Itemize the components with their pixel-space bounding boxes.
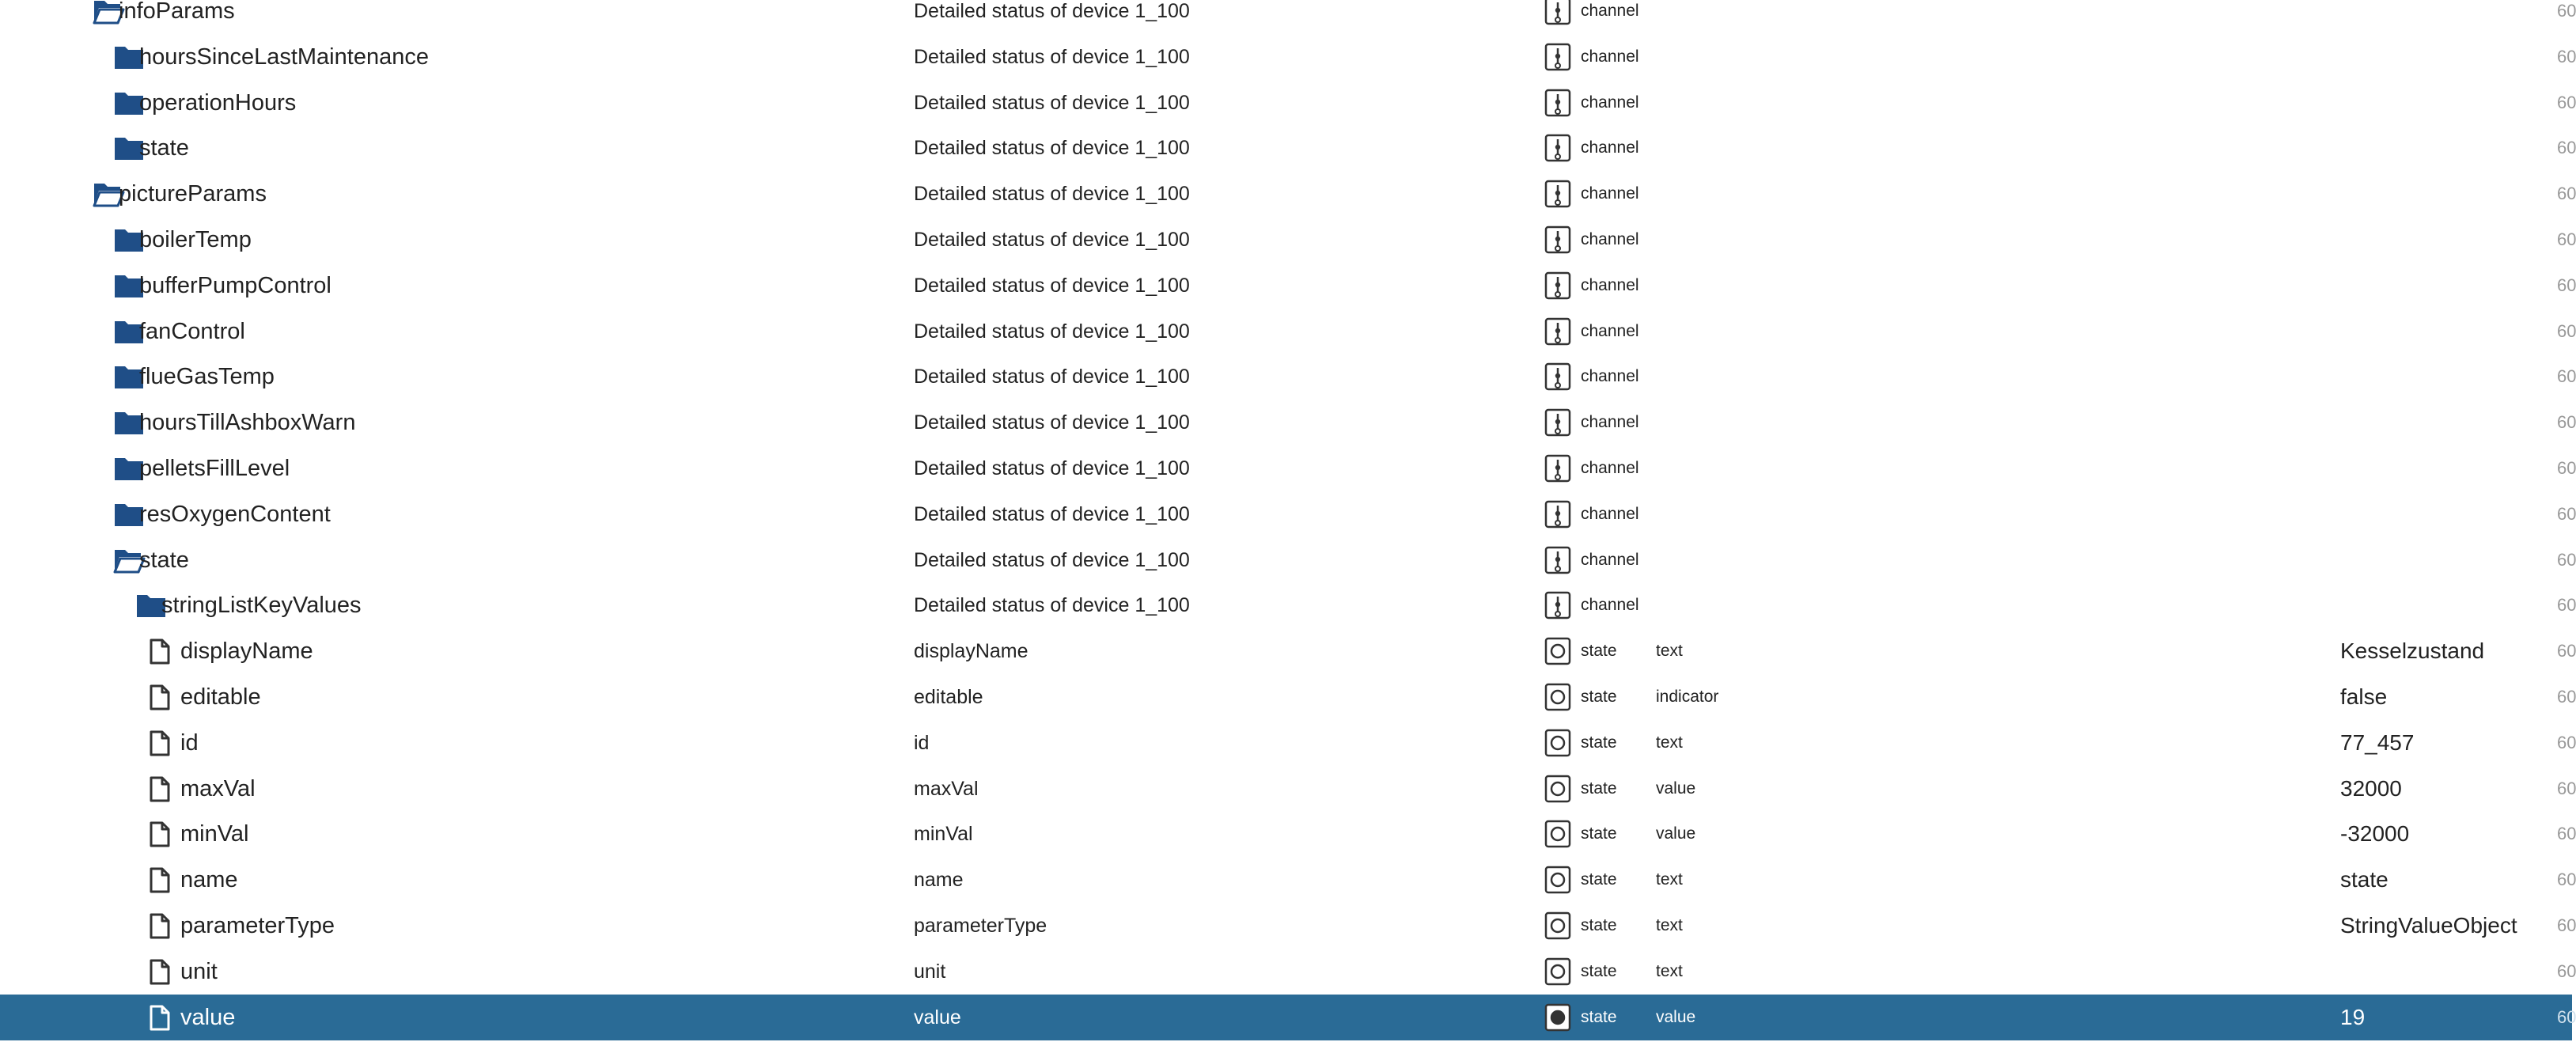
file-icon	[143, 729, 175, 756]
state-row[interactable]	[0, 720, 2576, 766]
folder-row[interactable]	[0, 491, 2576, 537]
channel-icon	[1544, 591, 1571, 620]
truncated-column: 60	[2557, 92, 2576, 112]
folder-row[interactable]	[0, 0, 2576, 34]
truncated-column: 60	[2557, 366, 2576, 387]
folder-row[interactable]	[0, 263, 2576, 309]
channel-icon	[1544, 454, 1571, 483]
file-icon	[143, 775, 175, 802]
object-description: maxVal	[914, 777, 979, 800]
state-row[interactable]	[0, 995, 2576, 1040]
object-role: text	[1656, 961, 1683, 980]
object-description: Detailed status of device 1_100	[914, 183, 1190, 206]
truncated-column: 60	[2557, 138, 2576, 158]
object-role: value	[1656, 1007, 1696, 1026]
truncated-column: 60	[2557, 46, 2576, 66]
object-value: Kesselzustand	[2340, 638, 2485, 664]
object-type: channel	[1581, 321, 1639, 340]
file-icon	[143, 1004, 175, 1031]
channel-icon	[1544, 89, 1571, 117]
object-name: name	[180, 867, 238, 893]
file-icon	[143, 638, 175, 665]
state-row[interactable]	[0, 766, 2576, 812]
state-icon	[1544, 957, 1571, 986]
truncated-column: 60	[2557, 641, 2576, 661]
object-value: 19	[2340, 1004, 2366, 1029]
object-type: state	[1581, 824, 1617, 843]
truncated-column: 60	[2557, 778, 2576, 798]
object-description: displayName	[914, 640, 1029, 663]
folder-row[interactable]	[0, 582, 2576, 628]
object-name: parameterType	[180, 913, 335, 938]
object-value: 77_457	[2340, 729, 2415, 755]
object-name: resOxygenContent	[139, 501, 331, 527]
object-description: minVal	[914, 823, 973, 846]
object-name: id	[180, 729, 199, 756]
object-description: Detailed status of device 1_100	[914, 274, 1190, 297]
object-description: Detailed status of device 1_100	[914, 137, 1190, 160]
state-icon	[1544, 1003, 1571, 1032]
object-description: editable	[914, 686, 983, 708]
state-icon	[1544, 775, 1571, 803]
object-type: state	[1581, 688, 1617, 706]
state-icon	[1544, 637, 1571, 665]
object-type: channel	[1581, 184, 1639, 203]
file-icon	[143, 958, 175, 985]
truncated-column: 60	[2557, 184, 2576, 204]
channel-icon	[1544, 0, 1571, 25]
object-name: bufferPumpControl	[139, 272, 331, 298]
object-name: maxVal	[180, 775, 256, 801]
folder-row[interactable]	[0, 537, 2576, 583]
folder-row[interactable]	[0, 309, 2576, 354]
object-description: Detailed status of device 1_100	[914, 411, 1190, 434]
object-name: value	[180, 1004, 236, 1030]
truncated-column: 60	[2557, 320, 2576, 341]
truncated-column: 60	[2557, 275, 2576, 295]
state-row[interactable]	[0, 903, 2576, 949]
folder-row[interactable]	[0, 171, 2576, 217]
channel-icon	[1544, 225, 1571, 254]
file-icon	[143, 684, 175, 710]
object-name: infoParams	[119, 0, 235, 24]
object-name: pictureParams	[119, 181, 267, 207]
state-icon	[1544, 820, 1571, 848]
object-role: text	[1656, 642, 1683, 661]
object-description: id	[914, 731, 930, 754]
state-row[interactable]	[0, 628, 2576, 674]
object-name: state	[139, 547, 189, 573]
truncated-column: 60	[2557, 549, 2576, 570]
truncated-column: 60	[2557, 458, 2576, 478]
object-description: Detailed status of device 1_100	[914, 0, 1190, 22]
state-row[interactable]	[0, 857, 2576, 903]
object-description: Detailed status of device 1_100	[914, 594, 1190, 617]
object-value: state	[2340, 867, 2388, 892]
object-type: state	[1581, 642, 1617, 661]
object-type: channel	[1581, 596, 1639, 615]
channel-icon	[1544, 500, 1571, 529]
object-type: channel	[1581, 550, 1639, 569]
object-name: boilerTemp	[139, 227, 252, 252]
channel-icon	[1544, 317, 1571, 346]
truncated-column: 60	[2557, 412, 2576, 433]
state-icon	[1544, 729, 1571, 757]
object-description: Detailed status of device 1_100	[914, 229, 1190, 251]
object-name: displayName	[180, 638, 313, 665]
object-type: state	[1581, 961, 1617, 980]
object-type: state	[1581, 916, 1617, 934]
truncated-column: 60	[2557, 732, 2576, 752]
folder-row[interactable]	[0, 400, 2576, 445]
object-name: hoursSinceLastMaintenance	[139, 44, 429, 70]
channel-icon	[1544, 134, 1571, 162]
state-row[interactable]	[0, 811, 2576, 857]
object-description: Detailed status of device 1_100	[914, 502, 1190, 525]
object-name: hoursTillAshboxWarn	[139, 410, 356, 436]
state-row[interactable]	[0, 674, 2576, 720]
channel-icon	[1544, 408, 1571, 437]
channel-icon	[1544, 546, 1571, 574]
truncated-column: 60	[2557, 824, 2576, 844]
truncated-column: 60	[2557, 915, 2576, 935]
channel-icon	[1544, 271, 1571, 300]
object-name: flueGasTemp	[139, 364, 275, 390]
truncated-column: 60	[2557, 229, 2576, 249]
object-name: stringListKeyValues	[161, 593, 362, 619]
truncated-column: 60	[2557, 1, 2576, 21]
channel-icon	[1544, 180, 1571, 208]
object-description: Detailed status of device 1_100	[914, 548, 1190, 571]
object-description: parameterType	[914, 915, 1047, 937]
object-type: channel	[1581, 93, 1639, 112]
object-type: state	[1581, 1007, 1617, 1026]
object-type: channel	[1581, 275, 1639, 294]
truncated-column: 60	[2557, 595, 2576, 616]
object-description: name	[914, 869, 964, 892]
object-role: indicator	[1656, 688, 1719, 706]
object-type: channel	[1581, 413, 1639, 432]
object-type: channel	[1581, 459, 1639, 477]
folder-row[interactable]	[0, 34, 2576, 80]
object-value: 32000	[2340, 775, 2402, 801]
folder-row[interactable]	[0, 217, 2576, 263]
object-type: channel	[1581, 138, 1639, 157]
truncated-column: 60	[2557, 503, 2576, 524]
object-name: minVal	[180, 821, 249, 847]
object-type: channel	[1581, 230, 1639, 248]
file-icon	[143, 820, 175, 847]
object-description: unit	[914, 960, 946, 983]
object-description: Detailed status of device 1_100	[914, 320, 1190, 343]
object-type: channel	[1581, 504, 1639, 523]
channel-icon	[1544, 362, 1571, 391]
object-name: operationHours	[139, 89, 297, 116]
folder-row[interactable]	[0, 354, 2576, 400]
object-type: state	[1581, 733, 1617, 752]
truncated-column: 60	[2557, 870, 2576, 890]
object-type: channel	[1581, 47, 1639, 66]
truncated-column: 60	[2557, 961, 2576, 981]
object-type: channel	[1581, 2, 1639, 20]
object-description: Detailed status of device 1_100	[914, 366, 1190, 388]
object-type: state	[1581, 779, 1617, 798]
state-row[interactable]	[0, 949, 2576, 995]
object-description: Detailed status of device 1_100	[914, 45, 1190, 68]
folder-row[interactable]	[0, 125, 2576, 171]
file-icon	[143, 866, 175, 893]
object-type: channel	[1581, 367, 1639, 386]
truncated-column: 60	[2557, 1006, 2576, 1027]
object-name: fanControl	[139, 318, 245, 344]
object-type: state	[1581, 870, 1617, 889]
object-description: value	[914, 1006, 961, 1029]
state-icon	[1544, 911, 1571, 940]
object-value: StringValueObject	[2340, 913, 2517, 938]
object-name: editable	[180, 684, 261, 710]
object-description: Detailed status of device 1_100	[914, 91, 1190, 114]
object-name: state	[139, 135, 189, 161]
state-icon	[1544, 683, 1571, 711]
state-icon	[1544, 866, 1571, 894]
truncated-column: 60	[2557, 687, 2576, 707]
object-value: -32000	[2340, 821, 2410, 847]
object-name: pelletsFillLevel	[139, 456, 290, 481]
object-role: value	[1656, 824, 1696, 843]
object-description: Detailed status of device 1_100	[914, 457, 1190, 479]
object-role: text	[1656, 916, 1683, 934]
folder-row[interactable]	[0, 80, 2576, 126]
object-role: text	[1656, 733, 1683, 752]
folder-row[interactable]	[0, 445, 2576, 491]
object-name: unit	[180, 958, 218, 984]
object-role: text	[1656, 870, 1683, 889]
object-value: false	[2340, 684, 2388, 709]
channel-icon	[1544, 43, 1571, 71]
object-role: value	[1656, 779, 1696, 798]
file-icon	[143, 912, 175, 939]
